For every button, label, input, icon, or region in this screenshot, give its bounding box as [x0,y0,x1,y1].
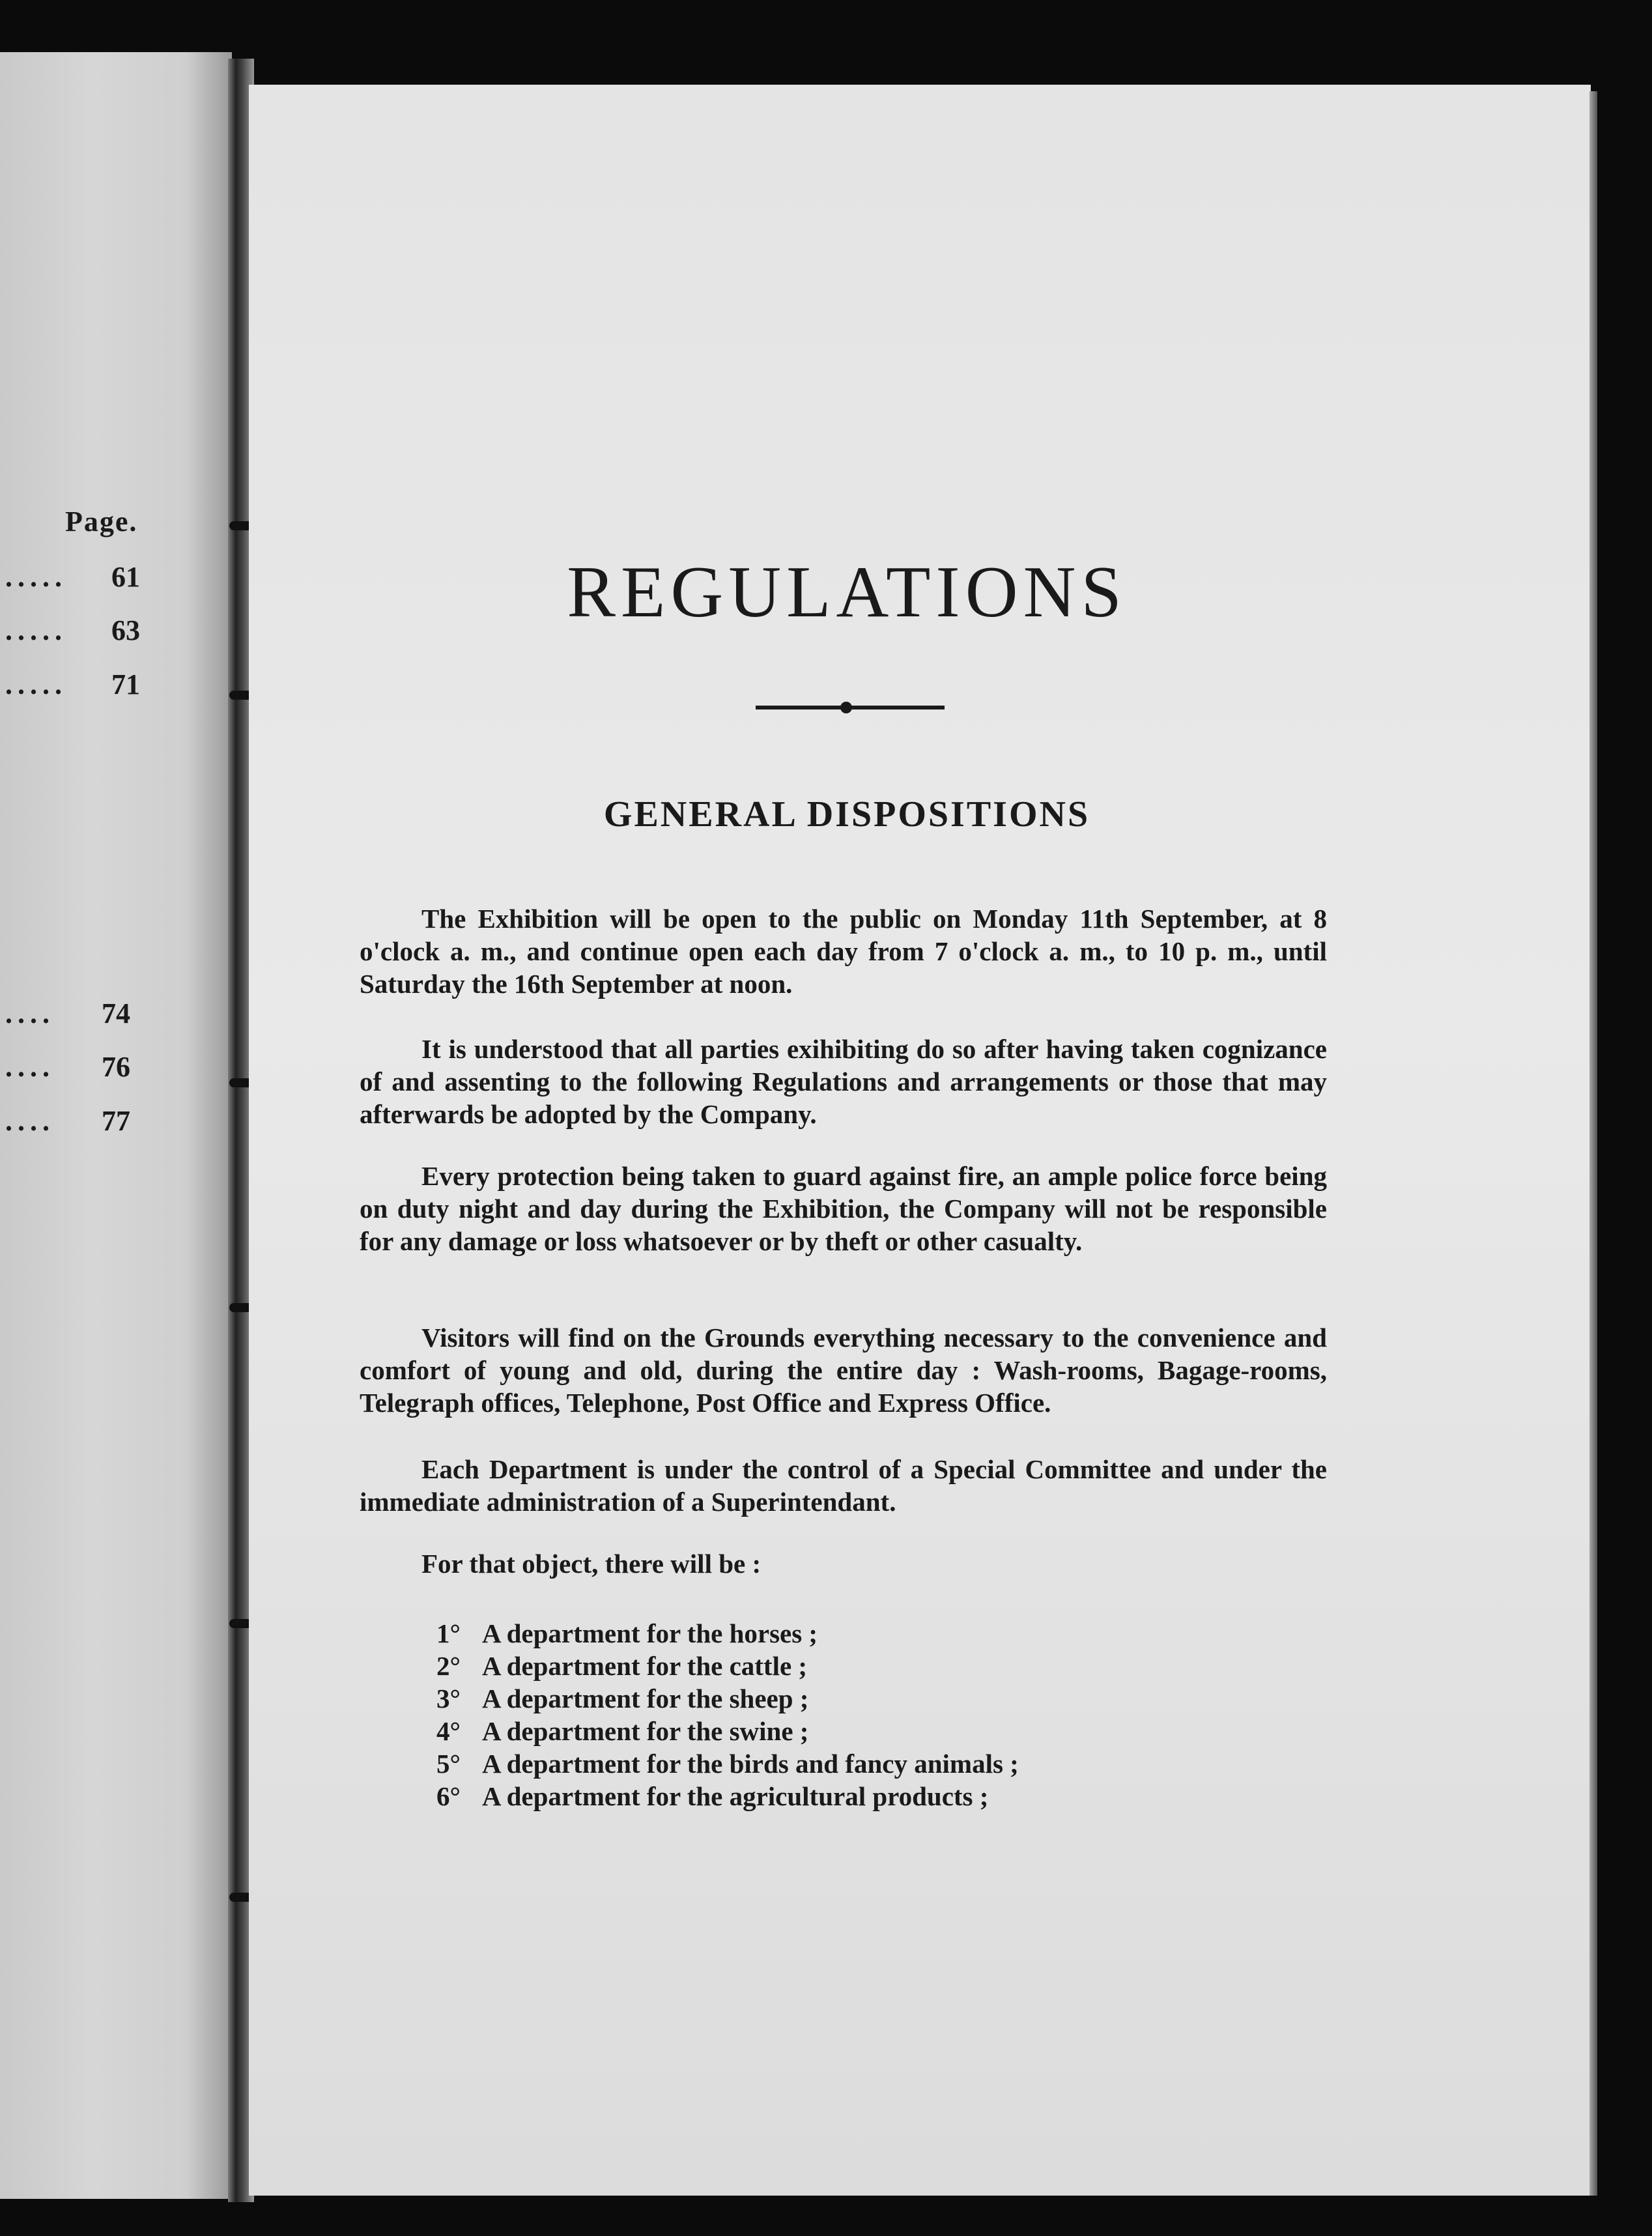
paragraph-visitor-facilities: Visitors will find on the Grounds everything necessary to the convenience and comfort of young and old, during the entire day : Wash-rooms, Bagage-rooms, Telegraph offices, Telephone, Post Office and Express Office. [360,1323,1327,1418]
list-text: A department for the horses ; [482,1618,818,1648]
right-page [249,85,1591,2196]
list-text: A department for the agricultural products ; [482,1781,989,1811]
toc-page-number: 74 [102,997,130,1029]
toc-row [0,1050,130,1089]
toc-leader: .... [5,1051,55,1083]
page-title: REGULATIONS [567,552,1127,633]
toc-page-number: 77 [102,1105,130,1137]
list-item [436,1747,1019,1780]
toc-page-number: 63 [111,614,140,646]
toc-page-number: 61 [111,561,140,593]
list-number: 3° [436,1684,461,1713]
list-item [436,1617,1019,1650]
paragraph-liability: Every protection being taken to guard against fire, an ample police force being on duty night and day during the Exhibition, the Company will not be responsible for any damage or loss whatsoever or by theft or other casualty. [360,1161,1327,1256]
section-heading: GENERAL DISPOSITIONS [603,794,1090,835]
list-number: 1° [436,1618,461,1648]
toc-page-number: 76 [102,1051,130,1083]
toc-leader: .... [5,997,55,1029]
toc-row [0,668,140,707]
list-number: 6° [436,1781,461,1811]
list-text: A department for the birds and fancy animals ; [482,1749,1019,1779]
paragraph-departments: Each Department is under the control of a Special Committee and under the immediate administration of a Superintendant. [360,1454,1327,1517]
list-number: 5° [436,1749,461,1779]
toc-leader: ..... [5,614,67,646]
page-edge [1589,91,1597,2196]
list-number: 2° [436,1651,461,1681]
toc-header: Page. [65,506,138,538]
paragraph-list-intro: For that object, there will be : [421,1549,762,1579]
toc-row [0,1104,130,1143]
list-item [436,1650,1019,1682]
list-text: A department for the swine ; [482,1716,809,1746]
toc-leader: ..... [5,561,67,593]
toc-leader: .... [5,1105,55,1137]
list-item [436,1780,1019,1813]
list-text: A department for the sheep ; [482,1684,809,1713]
list-text: A department for the cattle ; [482,1651,808,1681]
paragraph-opening-dates: The Exhibition will be open to the public on Monday 11th September, at 8 o'clock a. m., and continue open each day from 7 o'clock a. m., to 10 p. m., until Saturday the 16th September at noon. [360,904,1327,999]
paragraph-assent: It is understood that all parties exihibiting do so after having taken cognizance of and assenting to the following Regulations and arrangements or those that may afterwards be adopted by the Company. [360,1034,1327,1129]
toc-row [0,997,130,1036]
department-list [436,1617,1019,1813]
toc-page-number: 71 [111,668,140,700]
title-divider-ornament [840,702,852,713]
list-item [436,1682,1019,1715]
left-facing-page [0,52,232,2199]
list-number: 4° [436,1716,461,1746]
list-item [436,1715,1019,1747]
toc-leader: ..... [5,668,67,700]
